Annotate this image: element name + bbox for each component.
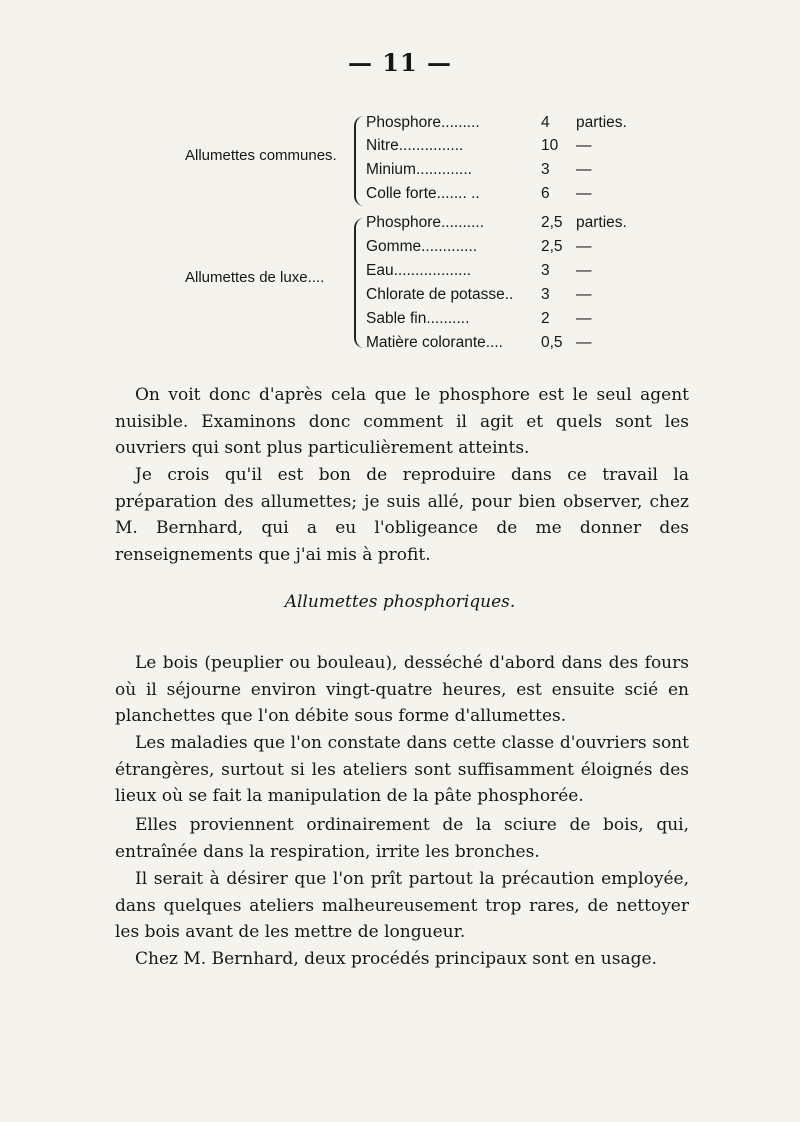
ingredient-name: Matière colorante....	[366, 334, 503, 351]
page-number: — 11 —	[347, 48, 453, 77]
paragraph-text: Le bois (peuplier ou bouleau), desséché d'abord dans des fours où il séjourne environ vingt-quatre heures, est ensuite scié en planchettes que l'on débite sous forme d'allumettes.	[115, 653, 689, 726]
ingredient-unit: —	[576, 238, 592, 255]
body-paragraph	[115, 866, 689, 946]
ingredient-name: Nitre...............	[366, 137, 464, 154]
paragraph-text: Les maladies que l'on constate dans cette classe d'ouvriers sont étrangères, surtout si les ateliers sont suffisamment éloignés des lieux où se fait la manipulation de la pâte phosphorée.	[115, 733, 689, 806]
ingredient-name: Eau..................	[366, 262, 472, 279]
ingredient-name: Phosphore..........	[366, 214, 485, 231]
recipe-label: Allumettes communes.	[185, 147, 337, 164]
ingredient-name: Gomme.............	[366, 238, 478, 255]
ingredient-name: Minium.............	[366, 161, 472, 178]
paragraph-text: Elles proviennent ordinairement de la sciure de bois, qui, entraînée dans la respiration, irrite les bronches.	[115, 815, 689, 862]
ingredient-unit: —	[576, 310, 592, 327]
ingredient-unit: —	[576, 334, 592, 351]
ingredient-unit: —	[576, 137, 592, 154]
ingredient-quantity: 3	[541, 286, 550, 303]
body-paragraph	[115, 946, 689, 973]
paragraph-text: Il serait à désirer que l'on prît partout la précaution employée, dans quelques ateliers malheureusement trop rares, de nettoyer les bois avant de les mettre de longueur.	[115, 869, 689, 942]
brace	[354, 218, 364, 348]
body-paragraph	[115, 382, 689, 462]
ingredient-unit: —	[576, 161, 592, 178]
ingredient-name: Colle forte....... ..	[366, 185, 480, 202]
ingredient-quantity: 6	[541, 185, 550, 202]
ingredient-quantity: 3	[541, 262, 550, 279]
ingredient-unit: —	[576, 286, 592, 303]
ingredient-unit: —	[576, 185, 592, 202]
ingredient-unit: parties.	[576, 214, 627, 231]
recipe-label: Allumettes de luxe....	[185, 269, 325, 286]
ingredient-quantity: 2,5	[541, 214, 563, 231]
body-paragraph	[115, 462, 689, 568]
brace	[354, 116, 364, 206]
section-heading: Allumettes phosphoriques.	[284, 592, 516, 612]
ingredient-quantity: 0,5	[541, 334, 563, 351]
body-paragraph	[115, 730, 689, 810]
paragraph-text: Chez M. Bernhard, deux procédés principaux sont en usage.	[135, 949, 657, 969]
ingredient-unit: parties.	[576, 114, 627, 131]
ingredient-quantity: 2,5	[541, 238, 563, 255]
ingredient-quantity: 3	[541, 161, 550, 178]
paragraph-text: Je crois qu'il est bon de reproduire dans ce travail la préparation des allumettes; je suis allé, pour bien observer, chez M. Bernhard, qui a eu l'obligeance de me donner des renseignements que j'ai mis à profit.	[115, 465, 689, 565]
ingredient-name: Chlorate de potasse..	[366, 286, 514, 303]
ingredient-quantity: 4	[541, 114, 550, 131]
ingredient-unit: —	[576, 262, 592, 279]
ingredient-name: Sable fin..........	[366, 310, 470, 327]
body-paragraph	[115, 650, 689, 730]
paragraph-text: On voit donc d'après cela que le phosphore est le seul agent nuisible. Examinons donc comment il agit et quels sont les ouvriers qui sont plus particulièrement atteints.	[115, 385, 689, 458]
ingredient-name: Phosphore.........	[366, 114, 480, 131]
ingredient-quantity: 10	[541, 137, 559, 154]
body-paragraph	[115, 812, 689, 865]
ingredient-quantity: 2	[541, 310, 550, 327]
